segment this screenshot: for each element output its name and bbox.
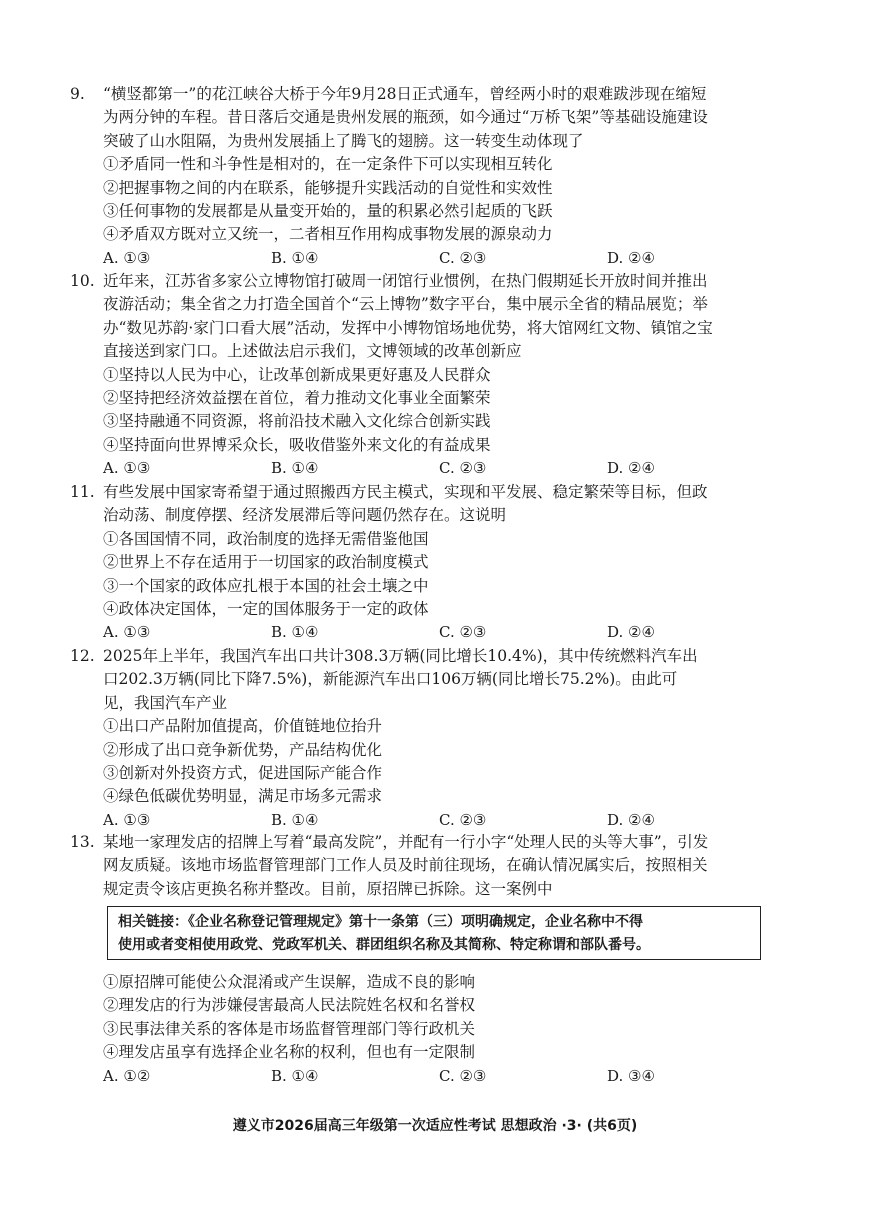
question-13-items bbox=[70, 971, 790, 1088]
question-number: 9. bbox=[70, 85, 85, 103]
option-b[interactable]: B. ①④ bbox=[271, 248, 319, 267]
question-stem: 10. 近年来，江苏省多家公立博物馆打破周一闭馆行业惯例，在热门假期延长开放时间并推出 bbox=[70, 270, 790, 293]
question-stem: 口202.3万辆(同比下降7.5%)，新能源汽车出口106万辆(同比增长75.2%)。由此可 bbox=[103, 670, 678, 689]
answer-options bbox=[70, 247, 790, 270]
statement-item: ①出口产品附加值提高，价值链地位抬升 bbox=[103, 717, 383, 736]
question-12 bbox=[70, 645, 790, 832]
question-stem: 规定责令该店更换名称并整改。目前，原招牌已拆除。这一案例中 bbox=[103, 879, 553, 898]
question-number: 10. bbox=[70, 272, 95, 290]
statement-item: ④矛盾双方既对立又统一，二者相互作用构成事物发展的源泉动力 bbox=[103, 225, 553, 244]
option-c[interactable]: C. ②③ bbox=[439, 459, 487, 478]
option-b[interactable]: B. ①④ bbox=[271, 1066, 319, 1085]
answer-options bbox=[70, 1065, 790, 1088]
statement-item: ③民事法律关系的客体是市场监督管理部门等行政机关 bbox=[103, 1019, 476, 1038]
question-stem: 夜游活动；集全省之力打造全国首个“云上博物”数字平台，集中展示全省的精品展览；举 bbox=[103, 295, 708, 314]
option-a[interactable]: A. ①③ bbox=[103, 810, 151, 829]
statement-item: ③坚持融通不同资源，将前沿技术融入文化综合创新实践 bbox=[103, 412, 491, 431]
question-13 bbox=[70, 831, 790, 901]
statement-item: ③任何事物的发展都是从量变开始的，量的积累必然引起质的飞跃 bbox=[103, 202, 553, 221]
question-stem: 网友质疑。该地市场监督管理部门工作人员及时前往现场，在确认情况属实后，按照相关 bbox=[103, 856, 708, 875]
answer-options bbox=[70, 457, 790, 480]
statement-item: ④坚持面向世界博采众长，吸收借鉴外来文化的有益成果 bbox=[103, 435, 491, 454]
statement-item: ③创新对外投资方式，促进国际产能合作 bbox=[103, 764, 383, 783]
question-stem: 11. 有些发展中国家寄希望于通过照搬西方民主模式，实现和平发展、稳定繁荣等目标，但政 bbox=[70, 481, 790, 504]
question-number: 13. bbox=[70, 833, 95, 851]
statement-item: ②坚持把经济效益摆在首位，着力推动文化事业全面繁荣 bbox=[103, 389, 491, 408]
statement-item: ①坚持以人民为中心，让改革创新成果更好惠及人民群众 bbox=[103, 365, 491, 384]
answer-options bbox=[70, 621, 790, 644]
option-d[interactable]: D. ③④ bbox=[607, 1066, 655, 1085]
question-stem: 治动荡、制度停摆、经济发展滞后等问题仍然存在。这说明 bbox=[103, 506, 507, 525]
related-link-box bbox=[107, 906, 761, 960]
option-d[interactable]: D. ②④ bbox=[607, 810, 655, 829]
page-footer: 遵义市2026届高三年级第一次适应性考试 思想政治 ·3· (共6页) bbox=[232, 1118, 638, 1134]
option-a[interactable]: A. ①② bbox=[103, 1066, 151, 1085]
option-d[interactable]: D. ②④ bbox=[607, 248, 655, 267]
statement-item: ④理发店虽享有选择企业名称的权利，但也有一定限制 bbox=[103, 1043, 476, 1062]
question-10 bbox=[70, 270, 790, 481]
question-stem: 13. 某地一家理发店的招牌上写着“最高发院”，并配有一行小字“处理人民的头等大事”，引发 bbox=[70, 831, 790, 854]
option-b[interactable]: B. ①④ bbox=[271, 623, 319, 642]
option-a[interactable]: A. ①③ bbox=[103, 248, 151, 267]
question-number: 11. bbox=[70, 483, 95, 501]
question-stem: 12. 2025年上半年，我国汽车出口共计308.3万辆(同比增长10.4%)，其中传统燃料汽车出 bbox=[70, 645, 790, 668]
statement-item: ①原招牌可能使公众混淆或产生误解，造成不良的影响 bbox=[103, 973, 476, 991]
option-c[interactable]: C. ②③ bbox=[439, 623, 487, 642]
option-d[interactable]: D. ②④ bbox=[607, 459, 655, 478]
option-b[interactable]: B. ①④ bbox=[271, 810, 319, 829]
question-stem: 9. “横竖都第一”的花江峡谷大桥于今年9月28日正式通车，曾经两小时的艰难跋涉现在缩短 bbox=[70, 83, 790, 106]
question-stem: 办“数见苏韵·家门口看大展”活动，发挥中小博物馆场地优势，将大馆网红文物、镇馆之宝 bbox=[103, 318, 713, 337]
statement-item: ②把握事物之间的内在联系，能够提升实践活动的自觉性和实效性 bbox=[103, 178, 553, 197]
answer-options bbox=[70, 809, 790, 832]
question-stem: 直接送到家门口。上述做法启示我们，文博领域的改革创新应 bbox=[103, 342, 522, 361]
question-stem: 为两分钟的车程。昔日落后交通是贵州发展的瓶颈，如今通过“万桥飞架”等基础设施建设 bbox=[103, 108, 708, 127]
option-a[interactable]: A. ①③ bbox=[103, 459, 151, 478]
statement-item: ③一个国家的政体应扎根于本国的社会土壤之中 bbox=[103, 576, 429, 595]
related-link-line: 相关链接：《企业名称登记管理规定》第十一条第（三）项明确规定，企业名称中不得 bbox=[118, 914, 643, 930]
statement-item: ②理发店的行为涉嫌侵害最高人民法院姓名权和名誉权 bbox=[103, 996, 476, 1015]
option-a[interactable]: A. ①③ bbox=[103, 623, 151, 642]
related-link-line: 使用或者变相使用政党、党政军机关、群团组织名称及其简称、特定称谓和部队番号。 bbox=[118, 937, 650, 953]
option-d[interactable]: D. ②④ bbox=[607, 623, 655, 642]
statement-item: ④绿色低碳优势明显，满足市场多元需求 bbox=[103, 787, 383, 806]
question-11 bbox=[70, 481, 790, 645]
statement-item: ②形成了出口竞争新优势，产品结构优化 bbox=[103, 740, 383, 759]
option-c[interactable]: C. ②③ bbox=[439, 248, 487, 267]
option-c[interactable]: C. ②③ bbox=[439, 810, 487, 829]
question-stem: 突破了山水阻隔，为贵州发展插上了腾飞的翅膀。这一转变生动体现了 bbox=[103, 131, 584, 150]
statement-item: ②世界上不存在适用于一切国家的政治制度模式 bbox=[103, 553, 429, 572]
statement-item: ④政体决定国体，一定的国体服务于一定的政体 bbox=[103, 600, 429, 619]
statement-item: ①各国国情不同，政治制度的选择无需借鉴他国 bbox=[103, 529, 429, 548]
statement-item: ①矛盾同一性和斗争性是相对的，在一定条件下可以实现相互转化 bbox=[103, 155, 553, 174]
option-b[interactable]: B. ①④ bbox=[271, 459, 319, 478]
question-9 bbox=[70, 83, 790, 270]
question-stem: 见，我国汽车产业 bbox=[103, 693, 228, 712]
option-c[interactable]: C. ②③ bbox=[439, 1066, 487, 1085]
question-number: 12. bbox=[70, 647, 95, 665]
